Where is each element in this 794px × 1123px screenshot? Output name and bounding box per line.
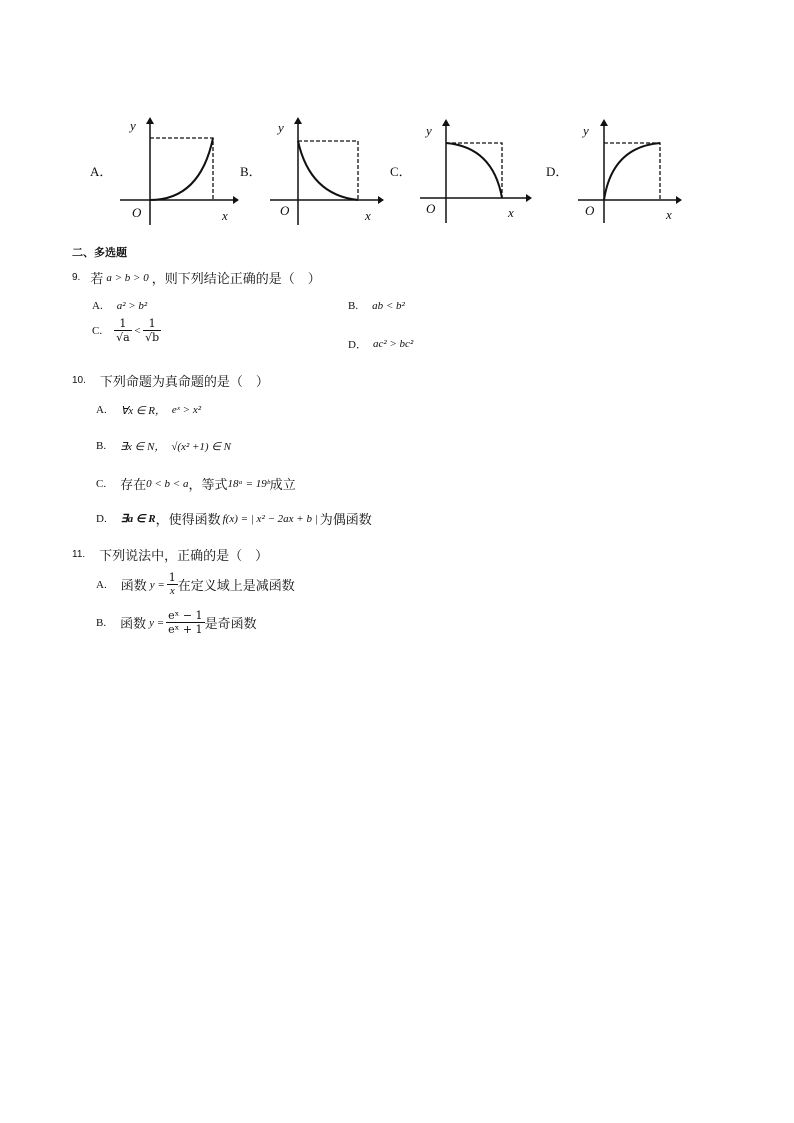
option-letter: D.	[96, 512, 107, 525]
question-number: 9.	[72, 272, 81, 283]
option-text: 函数	[120, 579, 147, 594]
numerator: 1	[148, 317, 156, 330]
option-text: 在定义域上是减函数	[177, 579, 295, 594]
option-text: ，等式	[188, 478, 228, 493]
question-number: 11.	[72, 549, 86, 560]
figure-D	[546, 115, 686, 230]
q11-option-B[interactable]	[96, 610, 257, 635]
figure-A-letter: A．	[90, 164, 113, 179]
axis-x-label: x	[365, 208, 371, 223]
x-arrow-icon	[233, 196, 239, 204]
question-9	[72, 268, 321, 287]
curve	[298, 141, 358, 200]
option-text: 存在	[120, 478, 147, 493]
option-math: a² > b²	[116, 300, 148, 312]
option-letter: A.	[96, 404, 107, 416]
q10-option-C[interactable]	[96, 474, 296, 493]
question-stem: 下列命题为真命题的是（ ）	[99, 375, 269, 390]
option-letter: A.	[92, 300, 103, 312]
question-stem: 若	[90, 272, 104, 287]
axis-x-label: x	[222, 208, 228, 223]
option-letter: C.	[92, 324, 103, 337]
option-text: 是奇函数	[204, 617, 257, 632]
fraction	[167, 572, 178, 597]
option-text: 函数	[120, 617, 147, 632]
option-letter: C.	[96, 477, 107, 490]
axis-x-label: x	[666, 207, 672, 222]
option-math: 18ᵃ = 19ᵇ	[227, 477, 270, 490]
origin-label: O	[132, 205, 142, 220]
x-arrow-icon	[526, 194, 532, 202]
curve	[150, 138, 213, 200]
option-math: y =	[149, 616, 165, 629]
option-text: 成立	[269, 478, 296, 493]
option-math: ∃x ∈ N，	[120, 441, 166, 453]
option-letter: B.	[96, 616, 107, 629]
option-math: y =	[149, 578, 165, 591]
axis-y-label: y	[583, 123, 589, 138]
option-math: √(x² +1) ∈ N	[171, 440, 231, 453]
origin-label: O	[426, 201, 436, 216]
q11-option-A[interactable]	[96, 572, 295, 597]
y-arrow-icon	[146, 117, 154, 124]
q9-option-D[interactable]	[348, 336, 413, 352]
denominator: x	[169, 585, 175, 597]
question-10	[72, 371, 269, 390]
figure-C	[390, 115, 530, 230]
section-header: 二、多选题	[72, 246, 127, 259]
q9-option-C[interactable]	[92, 318, 161, 343]
option-math: 0 < b < a	[146, 477, 189, 490]
question-stem: ，则下列结论正确的是（ ）	[151, 272, 321, 287]
origin-label: O	[280, 203, 290, 218]
y-arrow-icon	[600, 119, 608, 126]
origin-label: O	[585, 203, 595, 218]
option-letter: B.	[96, 440, 107, 452]
option-math: ac² > bc²	[372, 338, 414, 350]
x-arrow-icon	[378, 196, 384, 204]
axis-y-label: y	[426, 123, 432, 138]
figure-B	[240, 115, 380, 230]
option-math: ab < b²	[372, 300, 405, 312]
q9-option-B[interactable]	[348, 300, 405, 312]
option-letter: B.	[348, 300, 359, 312]
numerator: 1	[119, 317, 127, 330]
operator: <	[133, 324, 142, 337]
question-11	[72, 545, 268, 564]
axis-y-label: y	[130, 118, 136, 133]
option-math: ∃a ∈ R	[120, 513, 156, 525]
q10-option-B[interactable]	[96, 438, 231, 454]
option-text: ，使得函数	[155, 513, 221, 528]
numerator: eˣ − 1	[168, 609, 203, 622]
x-arrow-icon	[676, 196, 682, 204]
figure-A	[90, 115, 240, 230]
axis-y-label: y	[278, 120, 284, 135]
option-letter: A.	[96, 578, 107, 591]
option-math: ∀x ∈ R，	[120, 405, 166, 417]
y-arrow-icon	[442, 119, 450, 126]
question-number: 10.	[72, 375, 86, 386]
denominator: eˣ + 1	[168, 623, 203, 636]
option-math: f(x) = | x² − 2ax + b |	[222, 512, 318, 525]
fraction	[114, 318, 132, 343]
option-letter: D．	[348, 339, 367, 351]
fraction	[143, 318, 161, 343]
option-text: 为偶函数	[319, 513, 372, 528]
q10-option-D[interactable]	[96, 509, 372, 528]
curve	[446, 143, 502, 198]
figure-D-letter: D．	[546, 164, 569, 179]
question-stem: 下列说法中，正确的是（ ）	[99, 549, 269, 564]
axis-x-label: x	[508, 205, 514, 220]
denominator: √b	[145, 331, 160, 344]
numerator: 1	[168, 571, 176, 584]
q9-option-A[interactable]	[92, 300, 147, 312]
q10-option-A[interactable]	[96, 402, 201, 418]
fraction	[166, 610, 204, 635]
figure-B-letter: B．	[240, 164, 262, 179]
curve	[604, 143, 660, 200]
question-math: a > b > 0	[106, 271, 149, 284]
denominator: √a	[116, 331, 130, 344]
option-math: eˣ > x²	[171, 404, 202, 416]
figure-C-letter: C．	[390, 164, 412, 179]
y-arrow-icon	[294, 117, 302, 124]
